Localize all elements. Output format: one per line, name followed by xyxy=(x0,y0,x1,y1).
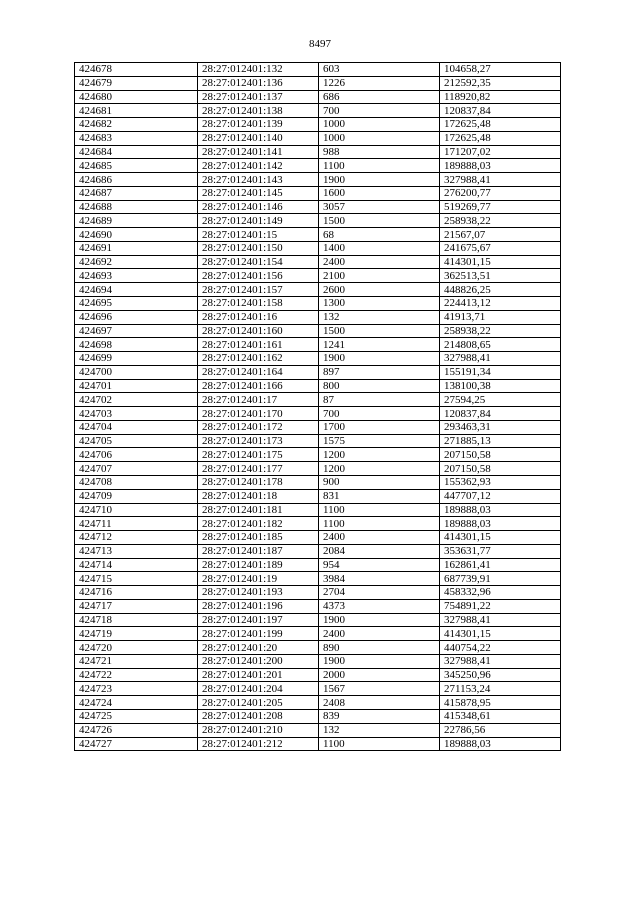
table-row xyxy=(75,627,561,641)
cadastral-number-cell: 28:27:012401:138 xyxy=(198,104,319,118)
record-number-cell: 424695 xyxy=(75,297,198,311)
area-cell: 132 xyxy=(319,723,440,737)
area-cell: 3057 xyxy=(319,200,440,214)
table-row xyxy=(75,434,561,448)
record-number-cell: 424719 xyxy=(75,627,198,641)
record-number-cell: 424722 xyxy=(75,668,198,682)
cadastral-number-cell: 28:27:012401:141 xyxy=(198,145,319,159)
page-number: 8497 xyxy=(309,38,331,50)
cadastral-number-cell: 28:27:012401:160 xyxy=(198,324,319,338)
cadastral-number-cell: 28:27:012401:193 xyxy=(198,586,319,600)
value-cell: 327988,41 xyxy=(440,352,561,366)
record-number-cell: 424703 xyxy=(75,407,198,421)
cadastral-number-cell: 28:27:012401:205 xyxy=(198,696,319,710)
area-cell: 686 xyxy=(319,90,440,104)
table-row xyxy=(75,200,561,214)
record-number-cell: 424701 xyxy=(75,379,198,393)
area-cell: 4373 xyxy=(319,599,440,613)
value-cell: 118920,82 xyxy=(440,90,561,104)
area-cell: 897 xyxy=(319,365,440,379)
cadastral-number-cell: 28:27:012401:149 xyxy=(198,214,319,228)
value-cell: 224413,12 xyxy=(440,297,561,311)
area-cell: 831 xyxy=(319,489,440,503)
record-number-cell: 424687 xyxy=(75,186,198,200)
value-cell: 189888,03 xyxy=(440,517,561,531)
record-number-cell: 424727 xyxy=(75,737,198,751)
table-row xyxy=(75,379,561,393)
table-row xyxy=(75,696,561,710)
table-row xyxy=(75,269,561,283)
value-cell: 155362,93 xyxy=(440,475,561,489)
table-row xyxy=(75,420,561,434)
table-row xyxy=(75,475,561,489)
record-number-cell: 424688 xyxy=(75,200,198,214)
cadastral-number-cell: 28:27:012401:143 xyxy=(198,173,319,187)
table-row xyxy=(75,173,561,187)
cadastral-number-cell: 28:27:012401:164 xyxy=(198,365,319,379)
table-row xyxy=(75,682,561,696)
cadastral-number-cell: 28:27:012401:201 xyxy=(198,668,319,682)
table-row xyxy=(75,544,561,558)
value-cell: 138100,38 xyxy=(440,379,561,393)
area-cell: 1900 xyxy=(319,654,440,668)
value-cell: 447707,12 xyxy=(440,489,561,503)
value-cell: 271885,13 xyxy=(440,434,561,448)
value-cell: 241675,67 xyxy=(440,241,561,255)
table-row xyxy=(75,737,561,751)
cadastral-number-cell: 28:27:012401:199 xyxy=(198,627,319,641)
area-cell: 68 xyxy=(319,228,440,242)
table-row xyxy=(75,654,561,668)
value-cell: 415878,95 xyxy=(440,696,561,710)
cadastral-number-cell: 28:27:012401:15 xyxy=(198,228,319,242)
value-cell: 104658,27 xyxy=(440,63,561,77)
cadastral-number-cell: 28:27:012401:136 xyxy=(198,76,319,90)
record-number-cell: 424697 xyxy=(75,324,198,338)
table-row xyxy=(75,393,561,407)
table-row xyxy=(75,228,561,242)
record-number-cell: 424725 xyxy=(75,709,198,723)
value-cell: 327988,41 xyxy=(440,654,561,668)
record-number-cell: 424682 xyxy=(75,118,198,132)
table-row xyxy=(75,709,561,723)
cadastral-number-cell: 28:27:012401:178 xyxy=(198,475,319,489)
cadastral-number-cell: 28:27:012401:177 xyxy=(198,462,319,476)
record-number-cell: 424714 xyxy=(75,558,198,572)
table-row xyxy=(75,283,561,297)
cadastral-number-cell: 28:27:012401:170 xyxy=(198,407,319,421)
area-cell: 2100 xyxy=(319,269,440,283)
cadastral-number-cell: 28:27:012401:137 xyxy=(198,90,319,104)
area-cell: 890 xyxy=(319,641,440,655)
record-number-cell: 424709 xyxy=(75,489,198,503)
area-cell: 1700 xyxy=(319,420,440,434)
record-number-cell: 424678 xyxy=(75,63,198,77)
table-row xyxy=(75,76,561,90)
area-cell: 700 xyxy=(319,104,440,118)
value-cell: 519269,77 xyxy=(440,200,561,214)
value-cell: 353631,77 xyxy=(440,544,561,558)
table-row xyxy=(75,90,561,104)
area-cell: 2600 xyxy=(319,283,440,297)
value-cell: 41913,71 xyxy=(440,310,561,324)
value-cell: 207150,58 xyxy=(440,448,561,462)
table-row xyxy=(75,118,561,132)
value-cell: 172625,48 xyxy=(440,131,561,145)
cadastral-number-cell: 28:27:012401:150 xyxy=(198,241,319,255)
record-number-cell: 424702 xyxy=(75,393,198,407)
table-row xyxy=(75,586,561,600)
area-cell: 1100 xyxy=(319,517,440,531)
table-row xyxy=(75,255,561,269)
record-number-cell: 424700 xyxy=(75,365,198,379)
table-row xyxy=(75,613,561,627)
area-cell: 1567 xyxy=(319,682,440,696)
value-cell: 448826,25 xyxy=(440,283,561,297)
area-cell: 1900 xyxy=(319,352,440,366)
area-cell: 2400 xyxy=(319,255,440,269)
record-number-cell: 424684 xyxy=(75,145,198,159)
cadastral-number-cell: 28:27:012401:196 xyxy=(198,599,319,613)
table-row xyxy=(75,297,561,311)
area-cell: 1241 xyxy=(319,338,440,352)
table-row xyxy=(75,572,561,586)
value-cell: 21567,07 xyxy=(440,228,561,242)
table-row xyxy=(75,462,561,476)
cadastral-number-cell: 28:27:012401:142 xyxy=(198,159,319,173)
cadastral-number-cell: 28:27:012401:157 xyxy=(198,283,319,297)
table-row xyxy=(75,310,561,324)
table-row xyxy=(75,365,561,379)
cadastral-number-cell: 28:27:012401:182 xyxy=(198,517,319,531)
record-number-cell: 424711 xyxy=(75,517,198,531)
cadastral-number-cell: 28:27:012401:19 xyxy=(198,572,319,586)
record-number-cell: 424716 xyxy=(75,586,198,600)
cadastral-number-cell: 28:27:012401:146 xyxy=(198,200,319,214)
record-number-cell: 424689 xyxy=(75,214,198,228)
cadastral-number-cell: 28:27:012401:197 xyxy=(198,613,319,627)
area-cell: 900 xyxy=(319,475,440,489)
record-number-cell: 424683 xyxy=(75,131,198,145)
area-cell: 1100 xyxy=(319,159,440,173)
area-cell: 1100 xyxy=(319,737,440,751)
value-cell: 22786,56 xyxy=(440,723,561,737)
area-cell: 2408 xyxy=(319,696,440,710)
value-cell: 172625,48 xyxy=(440,118,561,132)
area-cell: 1500 xyxy=(319,214,440,228)
area-cell: 1226 xyxy=(319,76,440,90)
table-row xyxy=(75,241,561,255)
value-cell: 276200,77 xyxy=(440,186,561,200)
value-cell: 258938,22 xyxy=(440,324,561,338)
value-cell: 362513,51 xyxy=(440,269,561,283)
record-number-cell: 424720 xyxy=(75,641,198,655)
cadastral-number-cell: 28:27:012401:212 xyxy=(198,737,319,751)
record-number-cell: 424685 xyxy=(75,159,198,173)
cadastral-number-cell: 28:27:012401:204 xyxy=(198,682,319,696)
table-row xyxy=(75,324,561,338)
record-number-cell: 424698 xyxy=(75,338,198,352)
record-number-cell: 424726 xyxy=(75,723,198,737)
value-cell: 162861,41 xyxy=(440,558,561,572)
record-number-cell: 424706 xyxy=(75,448,198,462)
area-cell: 132 xyxy=(319,310,440,324)
record-number-cell: 424699 xyxy=(75,352,198,366)
cadastral-number-cell: 28:27:012401:158 xyxy=(198,297,319,311)
area-cell: 2000 xyxy=(319,668,440,682)
area-cell: 988 xyxy=(319,145,440,159)
value-cell: 212592,35 xyxy=(440,76,561,90)
value-cell: 754891,22 xyxy=(440,599,561,613)
value-cell: 293463,31 xyxy=(440,420,561,434)
value-cell: 414301,15 xyxy=(440,627,561,641)
table-row xyxy=(75,489,561,503)
record-number-cell: 424710 xyxy=(75,503,198,517)
area-cell: 1400 xyxy=(319,241,440,255)
value-cell: 414301,15 xyxy=(440,531,561,545)
record-number-cell: 424679 xyxy=(75,76,198,90)
registry-table xyxy=(74,62,561,751)
value-cell: 27594,25 xyxy=(440,393,561,407)
value-cell: 687739,91 xyxy=(440,572,561,586)
value-cell: 440754,22 xyxy=(440,641,561,655)
cadastral-number-cell: 28:27:012401:189 xyxy=(198,558,319,572)
record-number-cell: 424723 xyxy=(75,682,198,696)
record-number-cell: 424718 xyxy=(75,613,198,627)
record-number-cell: 424721 xyxy=(75,654,198,668)
table-row xyxy=(75,668,561,682)
area-cell: 3984 xyxy=(319,572,440,586)
value-cell: 120837,84 xyxy=(440,407,561,421)
registry-table-body xyxy=(75,63,561,751)
table-row xyxy=(75,186,561,200)
table-row xyxy=(75,63,561,77)
record-number-cell: 424705 xyxy=(75,434,198,448)
cadastral-number-cell: 28:27:012401:16 xyxy=(198,310,319,324)
table-row xyxy=(75,338,561,352)
record-number-cell: 424707 xyxy=(75,462,198,476)
value-cell: 327988,41 xyxy=(440,613,561,627)
cadastral-number-cell: 28:27:012401:175 xyxy=(198,448,319,462)
record-number-cell: 424717 xyxy=(75,599,198,613)
value-cell: 214808,65 xyxy=(440,338,561,352)
record-number-cell: 424715 xyxy=(75,572,198,586)
table-row xyxy=(75,145,561,159)
record-number-cell: 424690 xyxy=(75,228,198,242)
area-cell: 800 xyxy=(319,379,440,393)
cadastral-number-cell: 28:27:012401:166 xyxy=(198,379,319,393)
record-number-cell: 424713 xyxy=(75,544,198,558)
area-cell: 1300 xyxy=(319,297,440,311)
cadastral-number-cell: 28:27:012401:210 xyxy=(198,723,319,737)
value-cell: 120837,84 xyxy=(440,104,561,118)
table-row xyxy=(75,352,561,366)
cadastral-number-cell: 28:27:012401:208 xyxy=(198,709,319,723)
area-cell: 1200 xyxy=(319,448,440,462)
record-number-cell: 424680 xyxy=(75,90,198,104)
record-number-cell: 424686 xyxy=(75,173,198,187)
record-number-cell: 424692 xyxy=(75,255,198,269)
area-cell: 1000 xyxy=(319,131,440,145)
area-cell: 87 xyxy=(319,393,440,407)
area-cell: 1200 xyxy=(319,462,440,476)
cadastral-number-cell: 28:27:012401:161 xyxy=(198,338,319,352)
value-cell: 258938,22 xyxy=(440,214,561,228)
cadastral-number-cell: 28:27:012401:162 xyxy=(198,352,319,366)
table-row xyxy=(75,214,561,228)
cadastral-number-cell: 28:27:012401:140 xyxy=(198,131,319,145)
table-row xyxy=(75,723,561,737)
area-cell: 1900 xyxy=(319,613,440,627)
table-row xyxy=(75,131,561,145)
table-row xyxy=(75,407,561,421)
value-cell: 271153,24 xyxy=(440,682,561,696)
cadastral-number-cell: 28:27:012401:156 xyxy=(198,269,319,283)
record-number-cell: 424712 xyxy=(75,531,198,545)
cadastral-number-cell: 28:27:012401:154 xyxy=(198,255,319,269)
value-cell: 189888,03 xyxy=(440,737,561,751)
value-cell: 189888,03 xyxy=(440,159,561,173)
area-cell: 1575 xyxy=(319,434,440,448)
cadastral-number-cell: 28:27:012401:20 xyxy=(198,641,319,655)
area-cell: 1000 xyxy=(319,118,440,132)
record-number-cell: 424681 xyxy=(75,104,198,118)
area-cell: 1900 xyxy=(319,173,440,187)
area-cell: 603 xyxy=(319,63,440,77)
value-cell: 415348,61 xyxy=(440,709,561,723)
record-number-cell: 424696 xyxy=(75,310,198,324)
record-number-cell: 424724 xyxy=(75,696,198,710)
value-cell: 155191,34 xyxy=(440,365,561,379)
value-cell: 458332,96 xyxy=(440,586,561,600)
record-number-cell: 424708 xyxy=(75,475,198,489)
cadastral-number-cell: 28:27:012401:145 xyxy=(198,186,319,200)
value-cell: 171207,02 xyxy=(440,145,561,159)
table-row xyxy=(75,503,561,517)
value-cell: 345250,96 xyxy=(440,668,561,682)
cadastral-number-cell: 28:27:012401:200 xyxy=(198,654,319,668)
area-cell: 2704 xyxy=(319,586,440,600)
cadastral-number-cell: 28:27:012401:181 xyxy=(198,503,319,517)
table-row xyxy=(75,159,561,173)
area-cell: 954 xyxy=(319,558,440,572)
cadastral-number-cell: 28:27:012401:132 xyxy=(198,63,319,77)
area-cell: 1100 xyxy=(319,503,440,517)
value-cell: 414301,15 xyxy=(440,255,561,269)
table-row xyxy=(75,104,561,118)
area-cell: 2400 xyxy=(319,531,440,545)
table-row xyxy=(75,448,561,462)
record-number-cell: 424704 xyxy=(75,420,198,434)
area-cell: 1600 xyxy=(319,186,440,200)
table-row xyxy=(75,599,561,613)
table-row xyxy=(75,517,561,531)
value-cell: 207150,58 xyxy=(440,462,561,476)
cadastral-number-cell: 28:27:012401:187 xyxy=(198,544,319,558)
cadastral-number-cell: 28:27:012401:17 xyxy=(198,393,319,407)
value-cell: 189888,03 xyxy=(440,503,561,517)
table-row xyxy=(75,558,561,572)
record-number-cell: 424694 xyxy=(75,283,198,297)
record-number-cell: 424693 xyxy=(75,269,198,283)
area-cell: 2084 xyxy=(319,544,440,558)
area-cell: 1500 xyxy=(319,324,440,338)
area-cell: 839 xyxy=(319,709,440,723)
record-number-cell: 424691 xyxy=(75,241,198,255)
area-cell: 2400 xyxy=(319,627,440,641)
value-cell: 327988,41 xyxy=(440,173,561,187)
cadastral-number-cell: 28:27:012401:18 xyxy=(198,489,319,503)
cadastral-number-cell: 28:27:012401:173 xyxy=(198,434,319,448)
table-row xyxy=(75,641,561,655)
table-row xyxy=(75,531,561,545)
cadastral-number-cell: 28:27:012401:139 xyxy=(198,118,319,132)
cadastral-number-cell: 28:27:012401:185 xyxy=(198,531,319,545)
area-cell: 700 xyxy=(319,407,440,421)
cadastral-number-cell: 28:27:012401:172 xyxy=(198,420,319,434)
